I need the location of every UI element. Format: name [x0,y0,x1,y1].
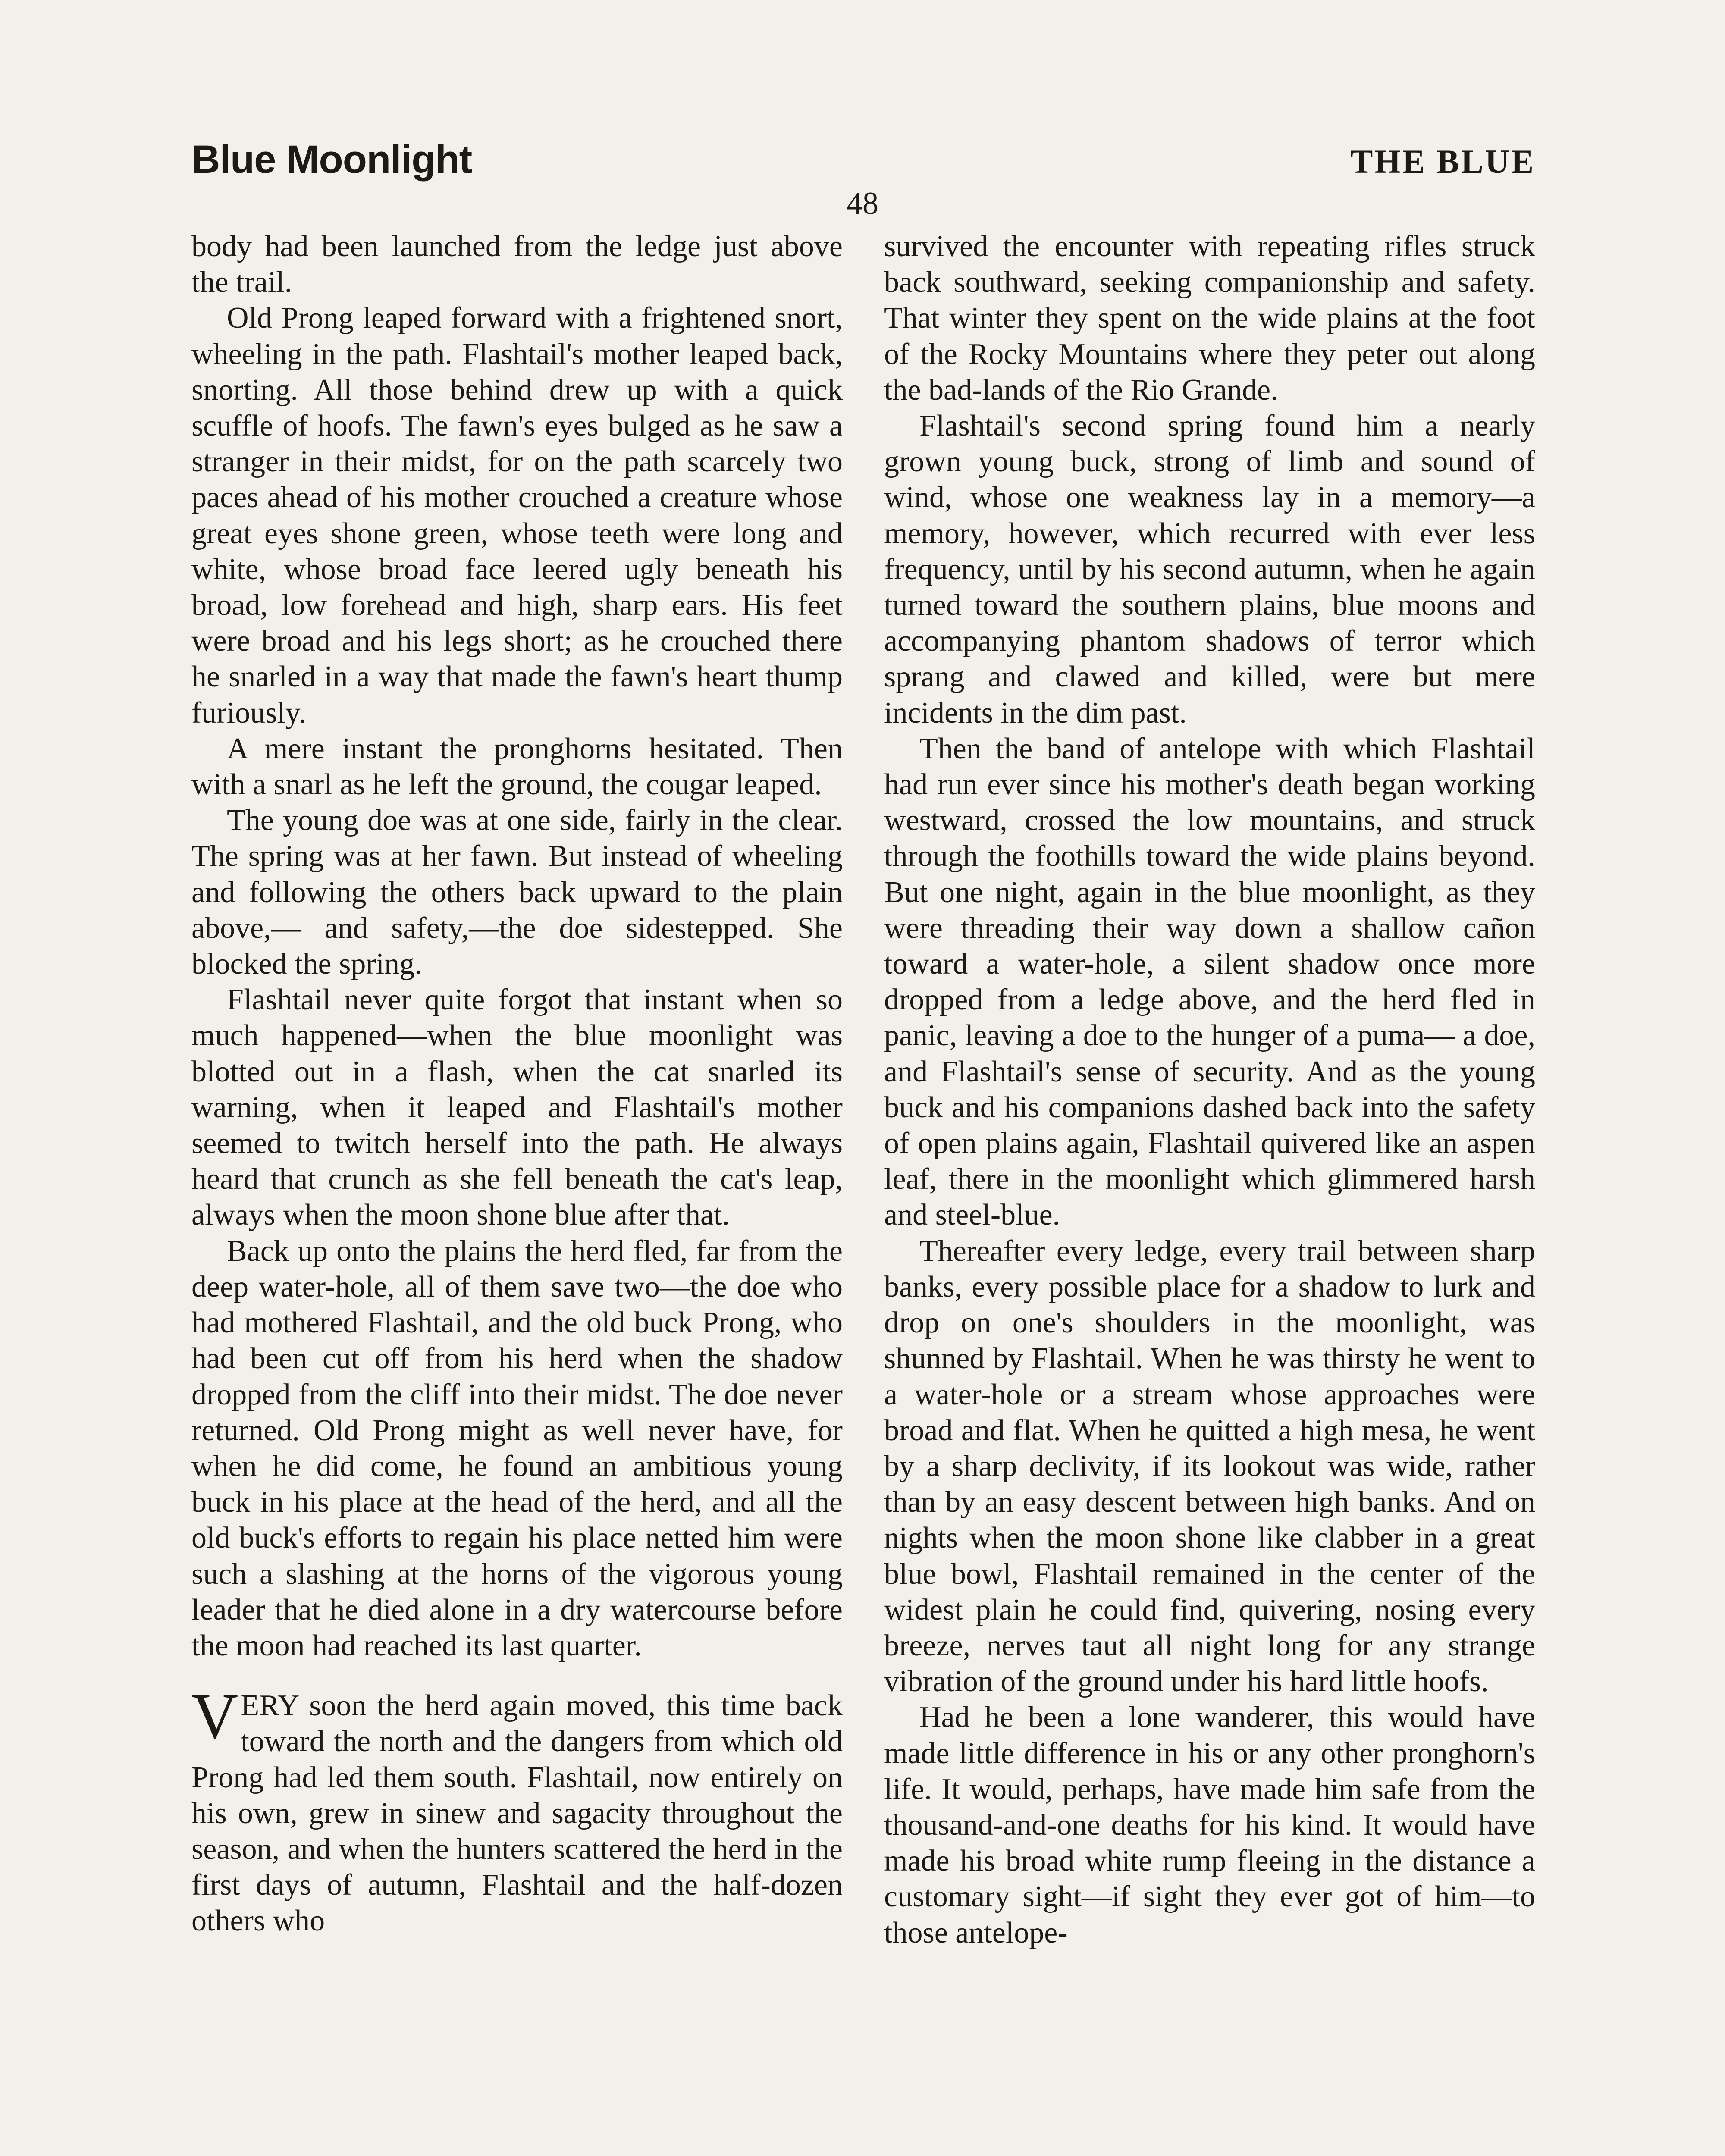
paragraph: Back up onto the plains the herd fled, far from the deep water-hole, all of them save two—the doe who had mothered Flashtail, and the old buck Prong, who had been cut off from his herd when the shadow dropped from the cliff into their midst. The doe never returned. Old Prong might as well never have, for when he did come, he found an ambitious young buck in his place at the head of the herd, and all the old buck's efforts to regain his place netted him were such a slashing at the horns of the vigorous young leader that he died alone in a dry watercourse before the moon had reached its last quarter. [191,1234,843,1662]
drop-cap: V [191,1680,238,1752]
paragraph: A mere instant the pronghorns hesitated. Then with a snarl as he left the ground, the cougar leaped. [191,732,843,802]
paragraph: Then the band of antelope with which Flashtail had run ever since his mother's death began working westward, crossed the low mountains, and struck through the foothills toward the wide plains beyond. But one night, again in the blue moonlight, as they were threading their way down a shallow cañon toward a water-hole, a silent shadow once more dropped from a ledge above, and the herd fled in panic, leaving a doe to the hunger of a puma— a doe, and Flashtail's sense of security. And as the young buck and his companions dashed back into the safety of open plains again, Flashtail quivered like an aspen leaf, there in the moonlight which glimmered harsh and steel-blue. [884,732,1535,1232]
magazine-title: THE BLUE [1350,143,1535,180]
paragraph: The young doe was at one side, fairly in the clear. The spring was at her fawn. But instead of wheeling and following the others back upward to the plain above,— and safety,—the doe sidestepped. She blocked the spring. [191,804,843,981]
left-column [191,229,843,1939]
paragraph: Thereafter every ledge, every trail between sharp banks, every possible place for a shadow to lurk and drop on one's shoulders in the moonlight, was shunned by Flashtail. When he was thirsty he went to a water-hole or a stream whose approaches were broad and flat. When he quitted a high mesa, he went by a sharp declivity, if its lookout was wide, rather than by an easy descent between high banks. And on nights when the moon shone like clabber in a great blue bowl, Flashtail remained in the center of the widest plain he could find, quivering, nosing every breeze, nerves taut all night long for any strange vibration of the ground under his hard little hoofs. [884,1234,1535,1698]
paragraph: Had he been a lone wanderer, this would have made little difference in his or any other pronghorn's life. It would, perhaps, have made him safe from the thousand-and-one deaths for his kind. It would have made his broad white rump fleeing in the distance a customary sight—if sight they ever got of him—to those antelope- [884,1701,1535,1949]
dropcap-paragraph-text: ERY soon the herd again moved, this time back toward the north and the dangers from which old Prong had led them south. Flashtail, now entirely on his own, grew in sinew and sagacity throughout the season, and when the hunters scattered the herd in the first days of autumn, Flashtail and the half-dozen others who [191,1689,843,1938]
paragraph: body had been launched from the ledge just above the trail. [191,230,843,299]
paragraph: survived the encounter with repeating rifles struck back southward, seeking companionship and safety. That winter they spent on the wide plains at the foot of the Rocky Mountains where they peter out along the bad-lands of the Rio Grande. [884,230,1535,407]
right-column [884,229,1535,1951]
dropcap-paragraph [191,1680,843,1939]
page-number: 48 [847,186,878,221]
paragraph: Old Prong leaped forward with a frightened snort, wheeling in the path. Flashtail's mother leaped back, snorting. All those behind drew up with a quick scuffle of hoofs. The fawn's eyes bulged as he saw a stranger in their midst, for on the path scarcely two paces ahead of his mother crouched a creature whose great eyes shone green, whose teeth were long and white, whose broad face leered ugly beneath his broad, low forehead and high, sharp ears. His feet were broad and his legs short; as he crouched there he snarled in a way that made the fawn's heart thump furiously. [191,301,843,730]
paragraph: Flashtail's second spring found him a nearly grown young buck, strong of limb and sound of wind, whose one weakness lay in a memory—a memory, however, which recurred with ever less frequency, until by his second autumn, when he again turned toward the southern plains, blue moons and accompanying phantom shadows of terror which sprang and clawed and killed, were but mere incidents in the dim past. [884,409,1535,730]
paragraph: Flashtail never quite forgot that instant when so much happened—when the blue moonlight was blotted out in a flash, when the cat snarled its warning, when it leaped and Flashtail's mother seemed to twitch herself into the path. He always heard that crunch as she fell beneath the cat's leap, always when the moon shone blue after that. [191,983,843,1232]
running-title: Blue Moonlight [191,138,472,182]
